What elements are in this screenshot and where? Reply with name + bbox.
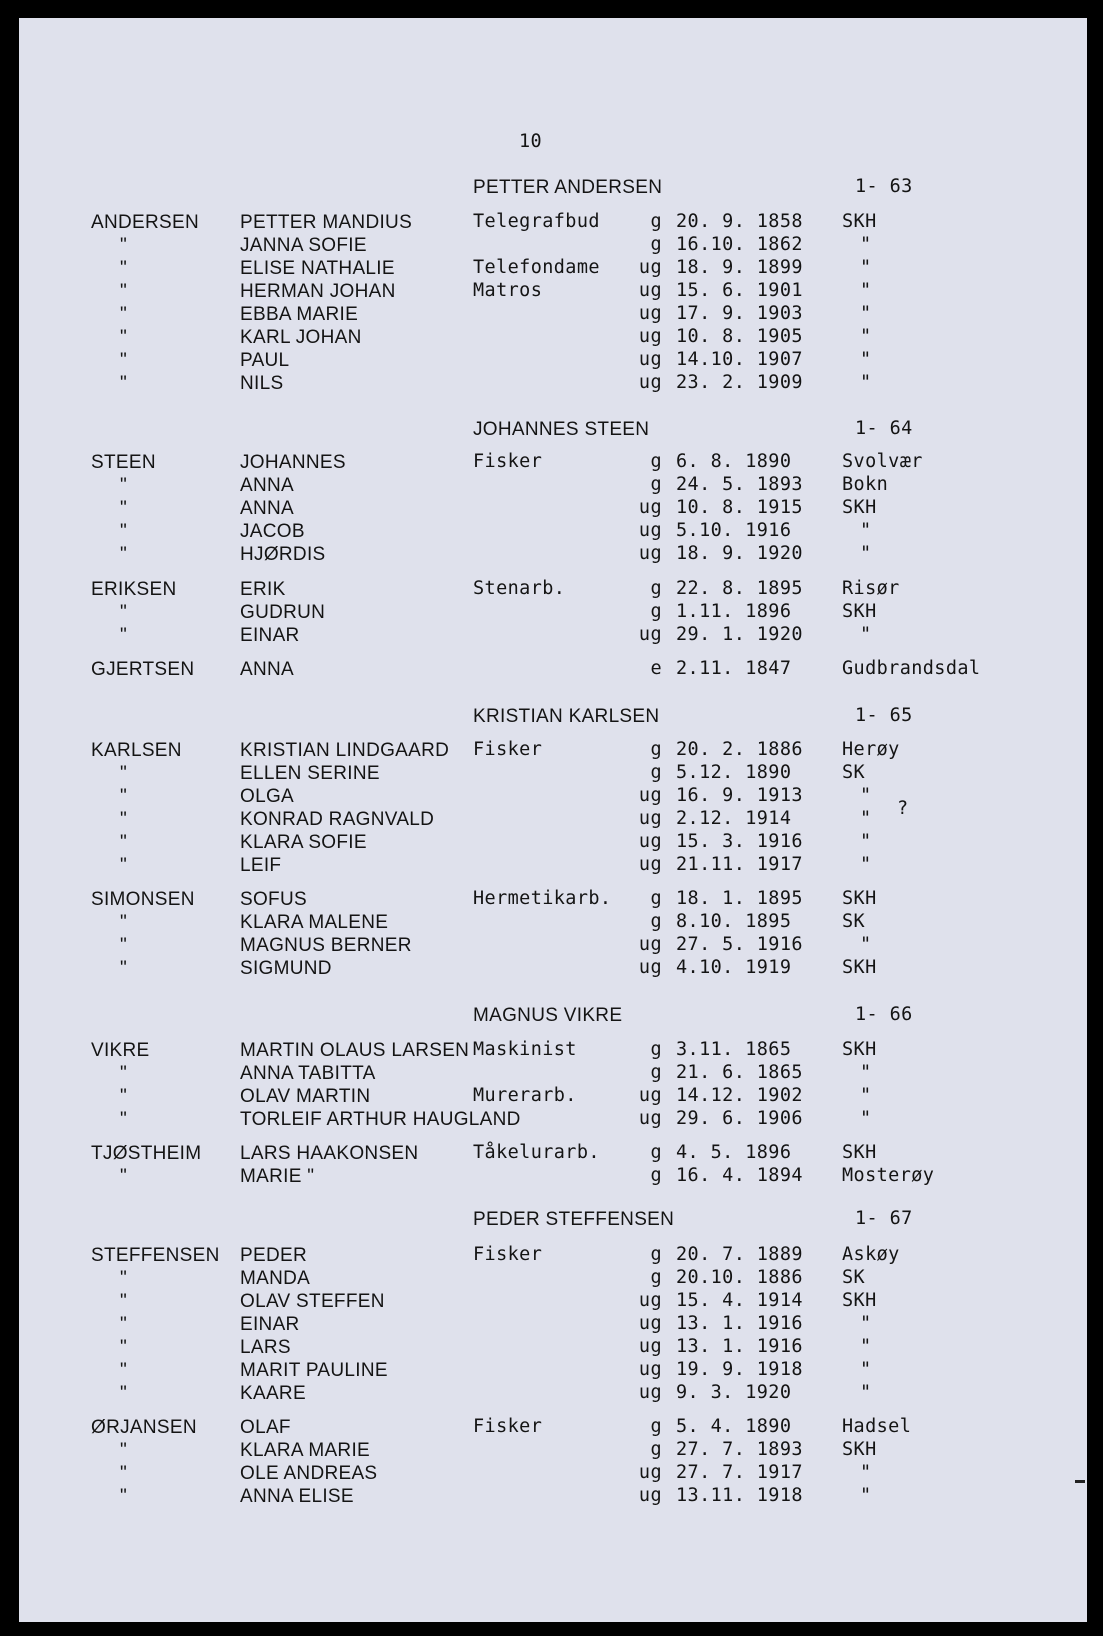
birthplace-cell: Bokn — [842, 474, 889, 495]
marital-status-cell: g — [650, 739, 662, 760]
surname-cell: " — [120, 1360, 128, 1381]
birth-date-cell: 24. 5. 1893 — [676, 474, 803, 495]
marital-status-cell: ug — [638, 349, 662, 370]
birthplace-cell: SKH — [842, 1439, 877, 1460]
birth-date-cell: 10. 8. 1915 — [676, 497, 803, 518]
marital-status-cell: ug — [638, 303, 662, 324]
birthplace-cell: " — [860, 543, 872, 564]
surname-cell: VIKRE — [91, 1040, 150, 1061]
marital-status-cell: g — [650, 211, 662, 232]
marital-status-cell: ug — [638, 1485, 662, 1506]
occupation-cell: Stenarb. — [473, 578, 566, 599]
birth-date-cell: 16.10. 1862 — [676, 234, 803, 255]
surname-cell: " — [120, 544, 128, 565]
given-name-cell: MARIT PAULINE — [240, 1360, 388, 1381]
marital-status-cell: ug — [638, 497, 662, 518]
surname-cell: " — [120, 498, 128, 519]
marital-status-cell: ug — [638, 1085, 662, 1106]
surname-cell: " — [120, 1063, 128, 1084]
given-name-cell: GUDRUN — [240, 602, 326, 623]
given-name-cell: OLAV STEFFEN — [240, 1291, 385, 1312]
birth-date-cell: 13. 1. 1916 — [676, 1336, 803, 1357]
marital-status-cell: g — [650, 1439, 662, 1460]
birth-date-cell: 27. 7. 1917 — [676, 1462, 803, 1483]
surname-cell: SIMONSEN — [91, 889, 195, 910]
birth-date-cell: 3.11. 1865 — [676, 1039, 792, 1060]
given-name-cell: TORLEIF ARTHUR HAUGLAND — [240, 1109, 521, 1130]
marital-status-cell: g — [650, 911, 662, 932]
marital-status-cell: g — [650, 1267, 662, 1288]
given-name-cell: ANNA — [240, 498, 294, 519]
birthplace-cell: " — [860, 349, 872, 370]
marital-status-cell: ug — [638, 785, 662, 806]
given-name-cell: NILS — [240, 373, 284, 394]
birthplace-cell: Mosterøy — [842, 1165, 935, 1186]
given-name-cell: KRISTIAN LINDGAARD — [240, 740, 450, 761]
surname-cell: STEEN — [91, 452, 156, 473]
surname-cell: " — [120, 855, 128, 876]
birthplace-cell: SKH — [842, 1039, 877, 1060]
surname-cell: " — [120, 258, 128, 279]
given-name-cell: MAGNUS BERNER — [240, 935, 412, 956]
occupation-cell: Fisker — [473, 1244, 543, 1265]
birth-date-cell: 18. 1. 1895 — [676, 888, 803, 909]
surname-cell: " — [120, 625, 128, 646]
marital-status-cell: g — [650, 1416, 662, 1437]
marital-status-cell: g — [650, 1062, 662, 1083]
birth-date-cell: 15. 4. 1914 — [676, 1290, 803, 1311]
birthplace-cell: " — [860, 624, 872, 645]
marital-status-cell: g — [650, 762, 662, 783]
given-name-cell: KLARA MARIE — [240, 1440, 371, 1461]
surname-cell: KARLSEN — [91, 740, 182, 761]
surname-cell: " — [120, 786, 128, 807]
marital-status-cell: g — [650, 578, 662, 599]
surname-cell: " — [120, 912, 128, 933]
occupation-cell: Fisker — [473, 739, 543, 760]
given-name-cell: ELISE NATHALIE — [240, 258, 395, 279]
household-number: 1- 64 — [855, 418, 913, 439]
given-name-cell: ERIK — [240, 579, 286, 600]
birth-date-cell: 22. 8. 1895 — [676, 578, 803, 599]
household-number: 1- 65 — [855, 705, 913, 726]
birthplace-cell: " — [860, 1313, 872, 1334]
occupation-cell: Telegrafbud — [473, 211, 600, 232]
birthplace-cell: " — [860, 372, 872, 393]
marital-status-cell: ug — [638, 257, 662, 278]
marital-status-cell: ug — [638, 1359, 662, 1380]
marital-status-cell: g — [650, 474, 662, 495]
birthplace-cell: " — [860, 831, 872, 852]
birthplace-cell: " — [860, 1359, 872, 1380]
household-header: JOHANNES STEEN — [473, 419, 650, 440]
birthplace-cell: " — [860, 934, 872, 955]
birthplace-cell: SKH — [842, 497, 877, 518]
surname-cell: STEFFENSEN — [91, 1245, 220, 1266]
given-name-cell: KAARE — [240, 1383, 306, 1404]
birth-date-cell: 16. 9. 1913 — [676, 785, 803, 806]
birthplace-cell: " — [860, 234, 872, 255]
marital-status-cell: ug — [638, 543, 662, 564]
birth-date-cell: 20. 9. 1858 — [676, 211, 803, 232]
given-name-cell: PAUL — [240, 350, 290, 371]
occupation-cell: Fisker — [473, 1416, 543, 1437]
birth-date-cell: 21.11. 1917 — [676, 854, 803, 875]
given-name-cell: OLGA — [240, 786, 294, 807]
surname-cell: " — [120, 832, 128, 853]
marital-status-cell: ug — [638, 1382, 662, 1403]
marital-status-cell: ug — [638, 934, 662, 955]
household-header: PETTER ANDERSEN — [473, 177, 663, 198]
birthplace-cell: Herøy — [842, 739, 900, 760]
birthplace-cell: Svolvær — [842, 451, 923, 472]
marital-status-cell: ug — [638, 1290, 662, 1311]
surname-cell: " — [120, 1166, 128, 1187]
birth-date-cell: 17. 9. 1903 — [676, 303, 803, 324]
occupation-cell: Maskinist — [473, 1039, 577, 1060]
birthplace-cell: Risør — [842, 578, 900, 599]
edge-mark — [1075, 1480, 1085, 1483]
marital-status-cell: g — [650, 1142, 662, 1163]
birth-date-cell: 5. 4. 1890 — [676, 1416, 792, 1437]
given-name-cell: SOFUS — [240, 889, 307, 910]
birthplace-cell: " — [860, 854, 872, 875]
birth-date-cell: 10. 8. 1905 — [676, 326, 803, 347]
birthplace-cell: SK — [842, 1267, 866, 1288]
surname-cell: ØRJANSEN — [91, 1417, 197, 1438]
given-name-cell: MARIE " — [240, 1166, 315, 1187]
birth-date-cell: 14.10. 1907 — [676, 349, 803, 370]
surname-cell: " — [120, 1337, 128, 1358]
marital-status-cell: e — [650, 658, 662, 679]
birthplace-cell: " — [860, 326, 872, 347]
given-name-cell: PETTER MANDIUS — [240, 212, 413, 233]
birthplace-cell: SKH — [842, 211, 877, 232]
given-name-cell: EINAR — [240, 625, 300, 646]
given-name-cell: ANNA — [240, 475, 294, 496]
birthplace-cell: SKH — [842, 957, 877, 978]
birthplace-cell: " — [860, 1062, 872, 1083]
birth-date-cell: 16. 4. 1894 — [676, 1165, 803, 1186]
marital-status-cell: ug — [638, 957, 662, 978]
given-name-cell: SIGMUND — [240, 958, 332, 979]
birth-date-cell: 8.10. 1895 — [676, 911, 792, 932]
birth-date-cell: 14.12. 1902 — [676, 1085, 803, 1106]
given-name-cell: MARTIN OLAUS LARSEN — [240, 1040, 470, 1061]
given-name-cell: KLARA SOFIE — [240, 832, 367, 853]
birth-date-cell: 9. 3. 1920 — [676, 1382, 792, 1403]
marital-status-cell: ug — [638, 326, 662, 347]
surname-cell: " — [120, 1383, 128, 1404]
birth-date-cell: 2.11. 1847 — [676, 658, 792, 679]
birth-date-cell: 19. 9. 1918 — [676, 1359, 803, 1380]
margin-question-mark: ? — [897, 798, 909, 819]
given-name-cell: ELLEN SERINE — [240, 763, 380, 784]
surname-cell: " — [120, 1314, 128, 1335]
birthplace-cell: " — [860, 785, 872, 806]
surname-cell: " — [120, 1463, 128, 1484]
birthplace-cell: " — [860, 1485, 872, 1506]
birth-date-cell: 29. 6. 1906 — [676, 1108, 803, 1129]
given-name-cell: ANNA TABITTA — [240, 1063, 376, 1084]
surname-cell: " — [120, 1268, 128, 1289]
marital-status-cell: ug — [638, 1462, 662, 1483]
given-name-cell: HJØRDIS — [240, 544, 326, 565]
birthplace-cell: SKH — [842, 1290, 877, 1311]
given-name-cell: JANNA SOFIE — [240, 235, 367, 256]
birth-date-cell: 27. 5. 1916 — [676, 934, 803, 955]
birth-date-cell: 29. 1. 1920 — [676, 624, 803, 645]
marital-status-cell: ug — [638, 372, 662, 393]
surname-cell: ERIKSEN — [91, 579, 177, 600]
surname-cell: " — [120, 602, 128, 623]
birth-date-cell: 6. 8. 1890 — [676, 451, 792, 472]
given-name-cell: LARS HAAKONSEN — [240, 1143, 419, 1164]
marital-status-cell: g — [650, 1165, 662, 1186]
occupation-cell: Hermetikarb. — [473, 888, 612, 909]
given-name-cell: OLAF — [240, 1417, 291, 1438]
birthplace-cell: " — [860, 280, 872, 301]
birth-date-cell: 18. 9. 1920 — [676, 543, 803, 564]
marital-status-cell: ug — [638, 1313, 662, 1334]
surname-cell: " — [120, 1291, 128, 1312]
given-name-cell: JOHANNES — [240, 452, 346, 473]
surname-cell: " — [120, 1109, 128, 1130]
birthplace-cell: " — [860, 1382, 872, 1403]
marital-status-cell: ug — [638, 624, 662, 645]
surname-cell: " — [120, 235, 128, 256]
surname-cell: " — [120, 1086, 128, 1107]
surname-cell: " — [120, 958, 128, 979]
given-name-cell: HERMAN JOHAN — [240, 281, 396, 302]
birth-date-cell: 4. 5. 1896 — [676, 1142, 792, 1163]
birthplace-cell: " — [860, 520, 872, 541]
occupation-cell: Fisker — [473, 451, 543, 472]
occupation-cell: Telefondame — [473, 257, 600, 278]
birth-date-cell: 13.11. 1918 — [676, 1485, 803, 1506]
surname-cell: " — [120, 1486, 128, 1507]
given-name-cell: OLE ANDREAS — [240, 1463, 378, 1484]
surname-cell: " — [120, 521, 128, 542]
household-header: MAGNUS VIKRE — [473, 1005, 623, 1026]
birth-date-cell: 20. 2. 1886 — [676, 739, 803, 760]
surname-cell: " — [120, 763, 128, 784]
occupation-cell: Matros — [473, 280, 543, 301]
birthplace-cell: " — [860, 257, 872, 278]
page-number: 10 — [519, 131, 543, 152]
marital-status-cell: ug — [638, 808, 662, 829]
marital-status-cell: g — [650, 1244, 662, 1265]
given-name-cell: PEDER — [240, 1245, 307, 1266]
birthplace-cell: " — [860, 808, 872, 829]
birthplace-cell: SKH — [842, 888, 877, 909]
birth-date-cell: 15. 6. 1901 — [676, 280, 803, 301]
household-number: 1- 66 — [855, 1004, 913, 1025]
marital-status-cell: ug — [638, 520, 662, 541]
birthplace-cell: Gudbrandsdal — [842, 658, 981, 679]
birth-date-cell: 21. 6. 1865 — [676, 1062, 803, 1083]
given-name-cell: EBBA MARIE — [240, 304, 359, 325]
given-name-cell: KONRAD RAGNVALD — [240, 809, 435, 830]
document-page — [19, 18, 1087, 1622]
occupation-cell: Murerarb. — [473, 1085, 577, 1106]
marital-status-cell: ug — [638, 1336, 662, 1357]
birthplace-cell: Askøy — [842, 1244, 900, 1265]
household-number: 1- 67 — [855, 1208, 913, 1229]
surname-cell: GJERTSEN — [91, 659, 195, 680]
surname-cell: " — [120, 327, 128, 348]
surname-cell: " — [120, 475, 128, 496]
birth-date-cell: 20. 7. 1889 — [676, 1244, 803, 1265]
surname-cell: TJØSTHEIM — [91, 1143, 202, 1164]
surname-cell: " — [120, 281, 128, 302]
household-header: PEDER STEFFENSEN — [473, 1209, 675, 1230]
birthplace-cell: SKH — [842, 1142, 877, 1163]
birth-date-cell: 2.12. 1914 — [676, 808, 792, 829]
birthplace-cell: " — [860, 303, 872, 324]
marital-status-cell: ug — [638, 1108, 662, 1129]
given-name-cell: KARL JOHAN — [240, 327, 362, 348]
birth-date-cell: 5.12. 1890 — [676, 762, 792, 783]
surname-cell: " — [120, 304, 128, 325]
marital-status-cell: ug — [638, 280, 662, 301]
birthplace-cell: " — [860, 1085, 872, 1106]
given-name-cell: ANNA — [240, 659, 294, 680]
given-name-cell: LEIF — [240, 855, 282, 876]
surname-cell: " — [120, 935, 128, 956]
birth-date-cell: 5.10. 1916 — [676, 520, 792, 541]
birth-date-cell: 15. 3. 1916 — [676, 831, 803, 852]
marital-status-cell: g — [650, 601, 662, 622]
given-name-cell: LARS — [240, 1337, 291, 1358]
birth-date-cell: 20.10. 1886 — [676, 1267, 803, 1288]
household-header: KRISTIAN KARLSEN — [473, 706, 660, 727]
birthplace-cell: SKH — [842, 601, 877, 622]
marital-status-cell: g — [650, 1039, 662, 1060]
birth-date-cell: 23. 2. 1909 — [676, 372, 803, 393]
surname-cell: " — [120, 350, 128, 371]
given-name-cell: KLARA MALENE — [240, 912, 389, 933]
given-name-cell: OLAV MARTIN — [240, 1086, 371, 1107]
given-name-cell: ANNA ELISE — [240, 1486, 354, 1507]
birthplace-cell: " — [860, 1108, 872, 1129]
birth-date-cell: 13. 1. 1916 — [676, 1313, 803, 1334]
marital-status-cell: g — [650, 451, 662, 472]
birth-date-cell: 27. 7. 1893 — [676, 1439, 803, 1460]
marital-status-cell: ug — [638, 854, 662, 875]
marital-status-cell: g — [650, 234, 662, 255]
surname-cell: " — [120, 373, 128, 394]
marital-status-cell: ug — [638, 831, 662, 852]
birthplace-cell: SK — [842, 911, 866, 932]
surname-cell: " — [120, 1440, 128, 1461]
surname-cell: ANDERSEN — [91, 212, 199, 233]
birthplace-cell: " — [860, 1336, 872, 1357]
birthplace-cell: " — [860, 1462, 872, 1483]
birth-date-cell: 1.11. 1896 — [676, 601, 792, 622]
given-name-cell: MANDA — [240, 1268, 311, 1289]
birthplace-cell: SK — [842, 762, 866, 783]
birth-date-cell: 18. 9. 1899 — [676, 257, 803, 278]
household-number: 1- 63 — [855, 176, 913, 197]
given-name-cell: EINAR — [240, 1314, 300, 1335]
given-name-cell: JACOB — [240, 521, 305, 542]
occupation-cell: Tåkelurarb. — [473, 1142, 600, 1163]
surname-cell: " — [120, 809, 128, 830]
marital-status-cell: g — [650, 888, 662, 909]
birth-date-cell: 4.10. 1919 — [676, 957, 792, 978]
birthplace-cell: Hadsel — [842, 1416, 912, 1437]
